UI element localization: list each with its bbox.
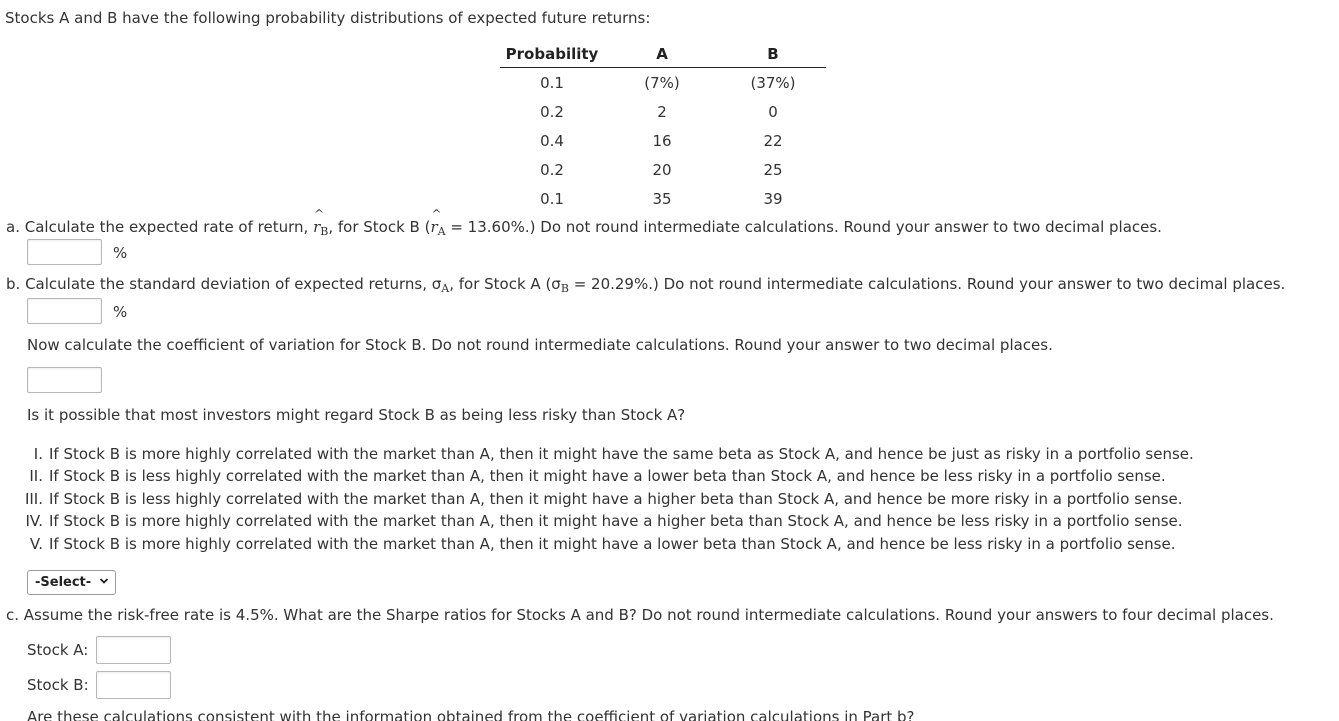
option-number: I. <box>33 445 43 463</box>
answer-select[interactable] <box>27 570 116 595</box>
option-number: IV. <box>25 512 43 530</box>
sub-a: A <box>441 282 450 295</box>
a-cell: 2 <box>657 102 667 121</box>
sub-a: A <box>437 225 446 238</box>
expected-return-b-input[interactable] <box>27 239 102 265</box>
cv-prompt: Now calculate the coefficient of variation for Stock B. Do not round intermediate calculations. Round your answer to two decimal places. <box>27 336 1053 354</box>
a-cell: 35 <box>652 189 672 208</box>
stock-b-label: Stock B: <box>27 676 89 694</box>
header-probability: Probability <box>505 45 599 63</box>
part-a-question <box>6 218 1162 238</box>
option-number: V. <box>29 535 43 553</box>
b-cell: 39 <box>763 189 783 208</box>
chevron-down-icon <box>99 576 109 586</box>
prob-cell: 0.1 <box>540 73 564 92</box>
table-row <box>500 68 826 98</box>
intro-text: Stocks A and B have the following probability distributions of expected future returns: <box>5 9 651 27</box>
part-b-question <box>6 275 1285 295</box>
r-hat-symbol: ^ r <box>313 218 320 236</box>
option-number: II. <box>29 467 43 485</box>
a-cell: (7%) <box>644 73 680 92</box>
option-text: If Stock B is less highly correlated with the market than A, then it might have a lower beta than Stock A, and hence be less risky in a portfolio sense. <box>49 467 1166 485</box>
sharpe-b-input[interactable] <box>96 671 171 699</box>
a-cell: 20 <box>652 160 672 179</box>
part-c-question <box>6 606 1274 624</box>
a-cell: 16 <box>652 131 672 150</box>
option-text: If Stock B is more highly correlated with the market than A, then it might have a lower beta than Stock A, and hence be less risky in a portfolio sense. <box>49 535 1176 553</box>
option-number: III. <box>24 490 43 508</box>
prob-cell: 0.2 <box>540 102 564 121</box>
b-cell: 22 <box>763 131 783 150</box>
header-b: B <box>767 45 779 63</box>
select-value: -Select- <box>35 575 92 590</box>
part-c-text: Assume the risk-free rate is 4.5%. What are the Sharpe ratios for Stocks A and B? Do not round intermediate calculations. Round your answers to four decimal places. <box>23 606 1274 624</box>
sub-b: B <box>560 282 569 295</box>
part-b-text-2: , for Stock A (σ <box>449 275 561 293</box>
b-cell: 25 <box>763 160 783 179</box>
std-dev-a-input[interactable] <box>27 298 102 324</box>
part-a-text-1: Calculate the expected rate of return, <box>24 218 314 236</box>
prob-cell: 0.4 <box>540 131 564 150</box>
risk-question: Is it possible that most investors might regard Stock B as being less risky than Stock A? <box>27 406 686 424</box>
percent-unit: % <box>113 244 128 262</box>
part-b-text-3: = 20.29%.) Do not round intermediate calculations. Round your answer to two decimal places. <box>568 275 1286 293</box>
table-row <box>500 126 826 155</box>
part-a-text-2: , for Stock B ( <box>328 218 431 236</box>
stock-a-label: Stock A: <box>27 641 89 659</box>
followup-text: Are these calculations consistent with the information obtained from the coefficient of variation calculations in Part b? <box>27 708 915 721</box>
part-c-label: c. <box>6 606 20 624</box>
b-cell: (37%) <box>750 73 796 92</box>
sharpe-a-input[interactable] <box>96 636 171 664</box>
percent-unit: % <box>113 303 128 321</box>
option-text: If Stock B is more highly correlated with the market than A, then it might have the same beta as Stock A, and hence be just as risky in a portfolio sense. <box>49 445 1194 463</box>
part-a-label: a. <box>6 218 20 236</box>
sub-b: B <box>320 225 329 238</box>
coefficient-of-variation-input[interactable] <box>27 367 102 393</box>
option-text: If Stock B is more highly correlated with the market than A, then it might have a higher beta than Stock A, and hence be less risky in a portfolio sense. <box>49 512 1183 530</box>
prob-cell: 0.2 <box>540 160 564 179</box>
header-a: A <box>656 45 668 63</box>
b-cell: 0 <box>768 102 778 121</box>
prob-cell: 0.1 <box>540 189 564 208</box>
part-a-text-3: = 13.60%.) Do not round intermediate calculations. Round your answer to two decimal places. <box>445 218 1162 236</box>
followup-question <box>27 708 915 721</box>
probability-table <box>500 41 826 213</box>
table-row <box>500 155 826 184</box>
part-b-label: b. <box>6 275 21 293</box>
r-hat-symbol: ^ r <box>430 218 437 236</box>
table-row <box>500 184 826 213</box>
option-text: If Stock B is less highly correlated with the market than A, then it might have a higher beta than Stock A, and hence be more risky in a portfolio sense. <box>49 490 1183 508</box>
table-row <box>500 97 826 126</box>
part-b-text-1: Calculate the standard deviation of expected returns, σ <box>25 275 442 293</box>
